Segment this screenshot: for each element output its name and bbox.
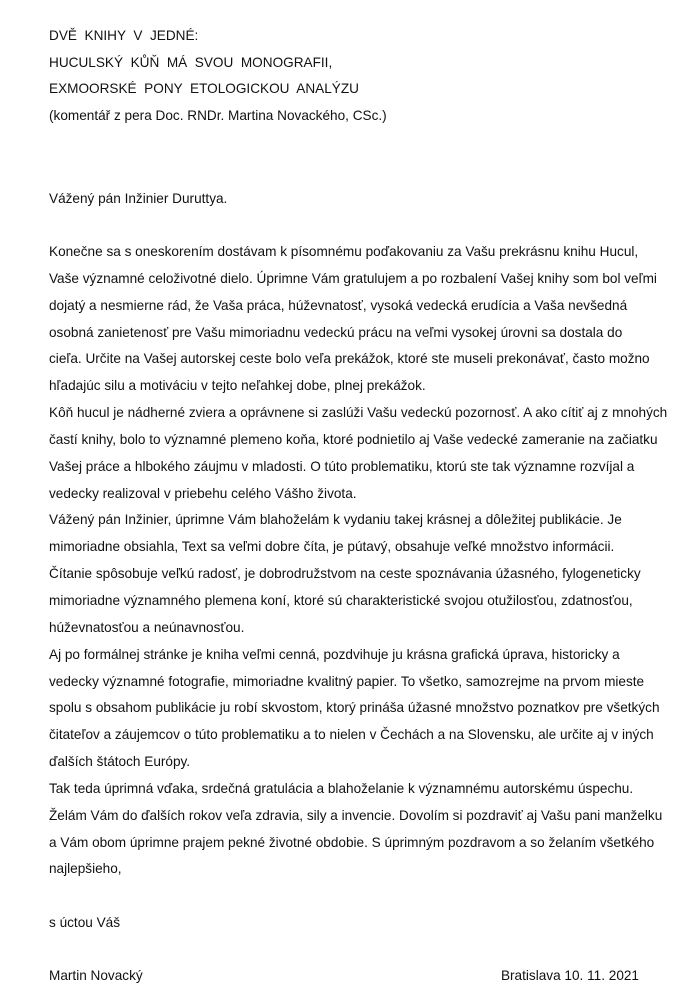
letter-body	[49, 242, 668, 886]
header-subtitle: (komentář z pera Doc. RNDr. Martina Novackého, CSc.)	[49, 107, 387, 123]
body-line: ďalších štátoch Európy.	[49, 754, 191, 770]
header-title-line-2: HUCULSKÝ KŮŇ MÁ SVOU MONOGRAFII,	[49, 54, 333, 70]
body-line: najlepšieho,	[49, 861, 122, 877]
body-line: spolu s obsahom publikácie ju robí skvostom, ktorý prináša úžasné množstvo poznatkov pre všetkých	[49, 700, 660, 716]
body-line: Vážený pán Inžinier, úprimne Vám blahoželám k vydaniu takej krásnej a dôležitej publikácie. Je	[49, 512, 622, 528]
body-line: Čítanie spôsobuje veľkú radosť, je dobrodružstvom na ceste spoznávania úžasného, fylogeneticky	[49, 566, 641, 582]
body-line: častí knihy, bolo to významné plemeno koňa, ktoré podnietilo aj Vaše vedecké zameranie na začiatku	[49, 431, 658, 447]
body-line: Želám Vám do ďalších rokov veľa zdravia, sily a invencie. Dovolím si pozdraviť aj Vašu pani manželku	[49, 807, 663, 823]
body-line: vedecky realizoval v priebehu celého Vášho života.	[49, 485, 357, 501]
body-line: Vaše významné celoživotné dielo. Úprimne Vám gratulujem a po rozbalení Vašej knihy som bol veľmi	[49, 270, 657, 286]
body-line: hľadajúc silu a motiváciu v tejto neľahkej dobe, plnej prekážok.	[49, 378, 426, 394]
closing-phrase: s úctou Váš	[49, 915, 121, 930]
body-line: čitateľov a záujemcov o túto problematiku a to nielen v Čechách a na Slovensku, ale určite aj v iných	[49, 727, 654, 743]
body-line: a Vám obom úprimne prajem pekné životné obdobie. S úprimným pozdravom a so želaním všetkého	[49, 834, 655, 850]
body-line: dojatý a nesmierne rád, že Vaša práca, húževnatosť, vysoká vedecká erudícia a Vaša nevšedná	[49, 297, 628, 313]
body-line: vedecky významné fotografie, mimoriadne kvalitný papier. To všetko, samozrejme na prvom mieste	[49, 673, 645, 689]
body-line: húževnatosťou a neúnavnosťou.	[49, 619, 245, 635]
body-line: Kôň hucul je nádherné zviera a oprávnene si zaslúži Vašu vedeckú pozornosť. A ako cítiť aj z mnohých	[49, 405, 668, 421]
body-line: Aj po formálnej stránke je kniha veľmi cenná, pozdvihuje ju krásna grafická úprava, historicky a	[49, 646, 620, 662]
body-line: cieľa. Určite na Vašej autorskej ceste bolo veľa prekážok, ktoré ste museli prekonávať, často možno	[49, 351, 650, 367]
document-header	[49, 26, 669, 132]
header-title-line-3: EXMOORSKÉ PONY ETOLOGICKOU ANALÝZU	[49, 81, 359, 96]
body-line: mimoriadne obsiahla, Text sa veľmi dobre číta, je pútavý, obsahuje veľké množstvo informácii.	[49, 539, 615, 555]
body-line: Vašej práce a hlbokého záujmu v mladosti. O túto problematiku, ktorú ste tak významne rozvíjal a	[49, 458, 635, 474]
signature-name: Martin Novacký	[49, 968, 143, 983]
body-line: mimoriadne významného plemena koní, ktoré sú charakteristické svojou otužilosťou, zdatnosťou,	[49, 592, 633, 608]
body-line: osobná zanietenosť pre Vašu mimoriadnu vedeckú prácu na veľmi vysokej úrovni sa dostala do	[49, 324, 623, 340]
header-title-line-1: DVĚ KNIHY V JEDNÉ:	[49, 28, 199, 43]
salutation: Vážený pán Inžinier Duruttya.	[49, 191, 228, 206]
body-line: Konečne sa s oneskorením dostávam k písomnému poďakovaniu za Vašu prekrásnu knihu Hucul,	[49, 244, 639, 259]
body-line: Tak teda úprimná vďaka, srdečná gratulácia a blahoželanie k významnému autorskému úspechu.	[49, 780, 634, 796]
place-and-date: Bratislava 10. 11. 2021	[500, 968, 639, 983]
